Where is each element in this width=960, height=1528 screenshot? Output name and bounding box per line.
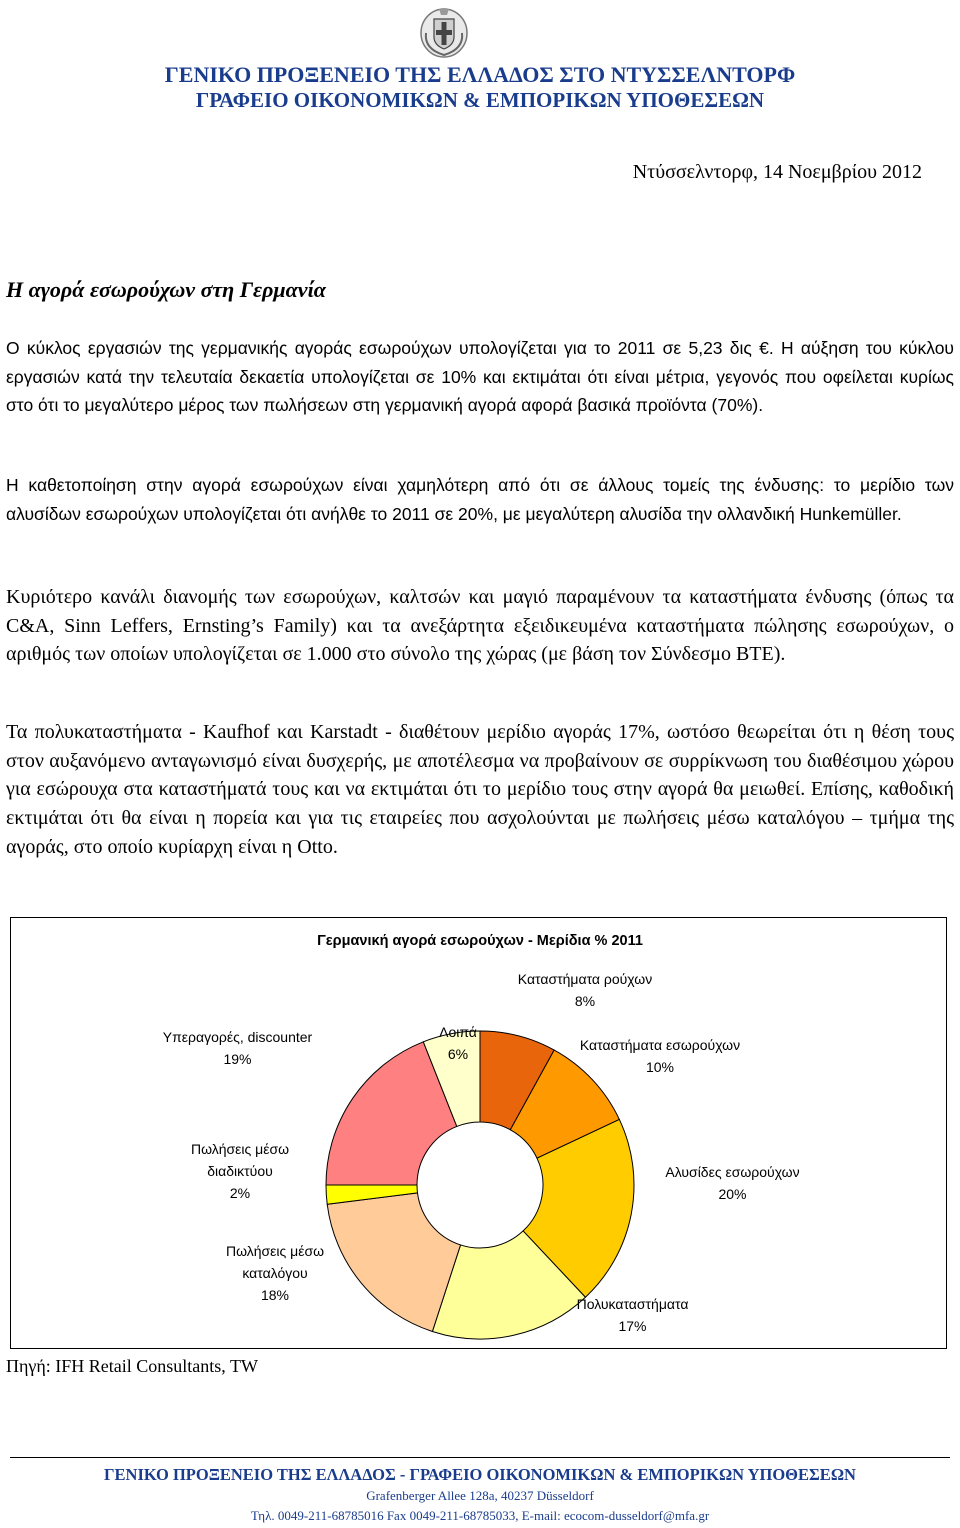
label-catalog-sales-line2: καταλόγου [242, 1265, 308, 1281]
label-hypermarkets [140, 1026, 335, 1070]
paragraph-distribution-channels: Κυριότερο κανάλι διανομής των εσωρούχων, καλτσών και μαγιό παραμένουν τα καταστήματα ένδυσης (όπως τα C&A, Sinn Leffers, Ernsting’s Family) και τα ανεξάρτητα εξειδικευμένα καταστήματα πώλησης εσωρούχων, ο αριθμός των οποίων υπολογίζεται σε 1.000 στο σύνολο της χώρας (με βάση τον Σύνδεσμο BTE). [6, 586, 954, 666]
footer-title: ΓΕΝΙΚΟ ΠΡΟΞΕΝΕΙΟ ΤΗΣ ΕΛΛΑΔΟΣ - ΓΡΑΦΕΙΟ ΟΙΚΟΝΟΜΙΚΩΝ & ΕΜΠΟΡΙΚΩΝ ΥΠΟΘΕΣΕΩΝ [104, 1465, 856, 1484]
label-catalog-sales [210, 1240, 340, 1306]
office-name: ΓΡΑΦΕΙΟ ΟΙΚΟΝΟΜΙΚΩΝ & ΕΜΠΟΡΙΚΩΝ ΥΠΟΘΕΣΕΩΝ [195, 88, 765, 112]
label-underwear-chains-name: Αλυσίδες εσωρούχων [665, 1164, 800, 1180]
label-department-stores [555, 1293, 710, 1337]
label-underwear-stores-name: Καταστήματα εσωρούχων [579, 1037, 741, 1053]
label-catalog-sales-line1: Πωλήσεις μέσω [225, 1243, 325, 1259]
chart-title: Γερμανική αγορά εσωρούχων - Μερίδια % 2011 [317, 933, 643, 949]
label-clothing-stores [495, 968, 675, 1012]
document-date: Ντύσσελντορφ, 14 Νοεμβρίου 2012 [632, 161, 922, 183]
label-clothing-stores-value: 8% [574, 993, 596, 1009]
label-underwear-stores-value: 10% [645, 1059, 675, 1075]
label-hypermarkets-name: Υπεραγορές, discounter [162, 1029, 313, 1045]
chart-source: Πηγή: IFH Retail Consultants, TW [6, 1356, 258, 1376]
label-online-sales [175, 1138, 305, 1204]
label-online-sales-value: 2% [229, 1185, 251, 1201]
paragraph-market-size: Ο κύκλος εργασιών της γερμανικής αγοράς εσωρούχων υπολογίζεται για το 2011 σε 5,23 δις €. Η αύξηση του κύκλου εργασιών κατά την τελευταία δεκαετία υπολογίζεται σε 10% και εκτιμάται ότι είναι μέτρια, γεγονός που οφείλεται κυρίως στο ότι το μεγαλύτερο μέρος των πωλήσεων στη γερμανική αγορά αφορά βασικά προϊόντα (70%). [6, 338, 954, 416]
label-underwear-chains-value: 20% [718, 1186, 747, 1202]
label-other [420, 1021, 496, 1065]
label-hypermarkets-value: 19% [223, 1051, 252, 1067]
page-title: Η αγορά εσωρούχων στη Γερμανία [6, 277, 326, 302]
consulate-name: ΓΕΝΙΚΟ ΠΡΟΞΕΝΕΙΟ ΤΗΣ ΕΛΛΑΔΟΣ ΣΤΟ ΝΤΥΣΣΕΛΝΤΟΡΦ [164, 62, 796, 87]
label-clothing-stores-name: Καταστήματα ρούχων [517, 971, 653, 987]
paragraph-department-stores: Τα πολυκαταστήματα - Kaufhof και Karstadt - διαθέτουν μερίδιο αγοράς 17%, ωστόσο θεωρείται ότι η θέση τους στον αυξανόμενο ανταγωνισμό είναι δυσχερής, με αποτέλεσμα να προβαίνουν σε συρρίκνωση του διαθέσιμου χώρου για εσώρουχα στα καταστήματά τους και να εκτιμάται ότι το μερίδιο τους στην αγορά θα μειωθεί. Επίσης, καθοδική εκτιμάται ότι θα είναι η πορεία και για τις εταιρείες που ασχολούνται με πωλήσεις μέσω καταλόγου – τμήμα της αγοράς, στο οποίο κυρίαρχη είναι η Otto. [6, 721, 954, 858]
footer-address: Grafenberger Allee 128a, 40237 Düsseldorf [366, 1488, 594, 1503]
label-department-stores-name: Πολυκαταστήματα [576, 1296, 689, 1312]
label-other-name: Λοιπά [439, 1024, 477, 1040]
label-department-stores-value: 17% [618, 1318, 647, 1334]
footer-divider [10, 1457, 950, 1458]
label-underwear-chains [640, 1161, 825, 1205]
label-online-sales-line2: διαδικτύου [207, 1163, 273, 1179]
footer-contact: Τηλ. 0049-211-68785016 Fax 0049-211-68785033, E-mail: ecocom-dusseldorf@mfa.gr [250, 1508, 710, 1523]
label-other-value: 6% [447, 1046, 469, 1062]
label-underwear-stores [560, 1034, 760, 1078]
paragraph-verticalization: Η καθετοποίηση στην αγορά εσωρούχων είναι χαμηλότερη από ότι σε άλλους τομείς της ένδυσης: το μερίδιο των αλυσίδων εσωρούχων υπολογίζεται ότι ανήλθε το 2011 σε 20%, με μεγαλύτερη αλυσίδα την ολλανδική Hunkemüller. [6, 475, 954, 524]
label-catalog-sales-value: 18% [260, 1287, 290, 1303]
label-online-sales-line1: Πωλήσεις μέσω [190, 1141, 290, 1157]
